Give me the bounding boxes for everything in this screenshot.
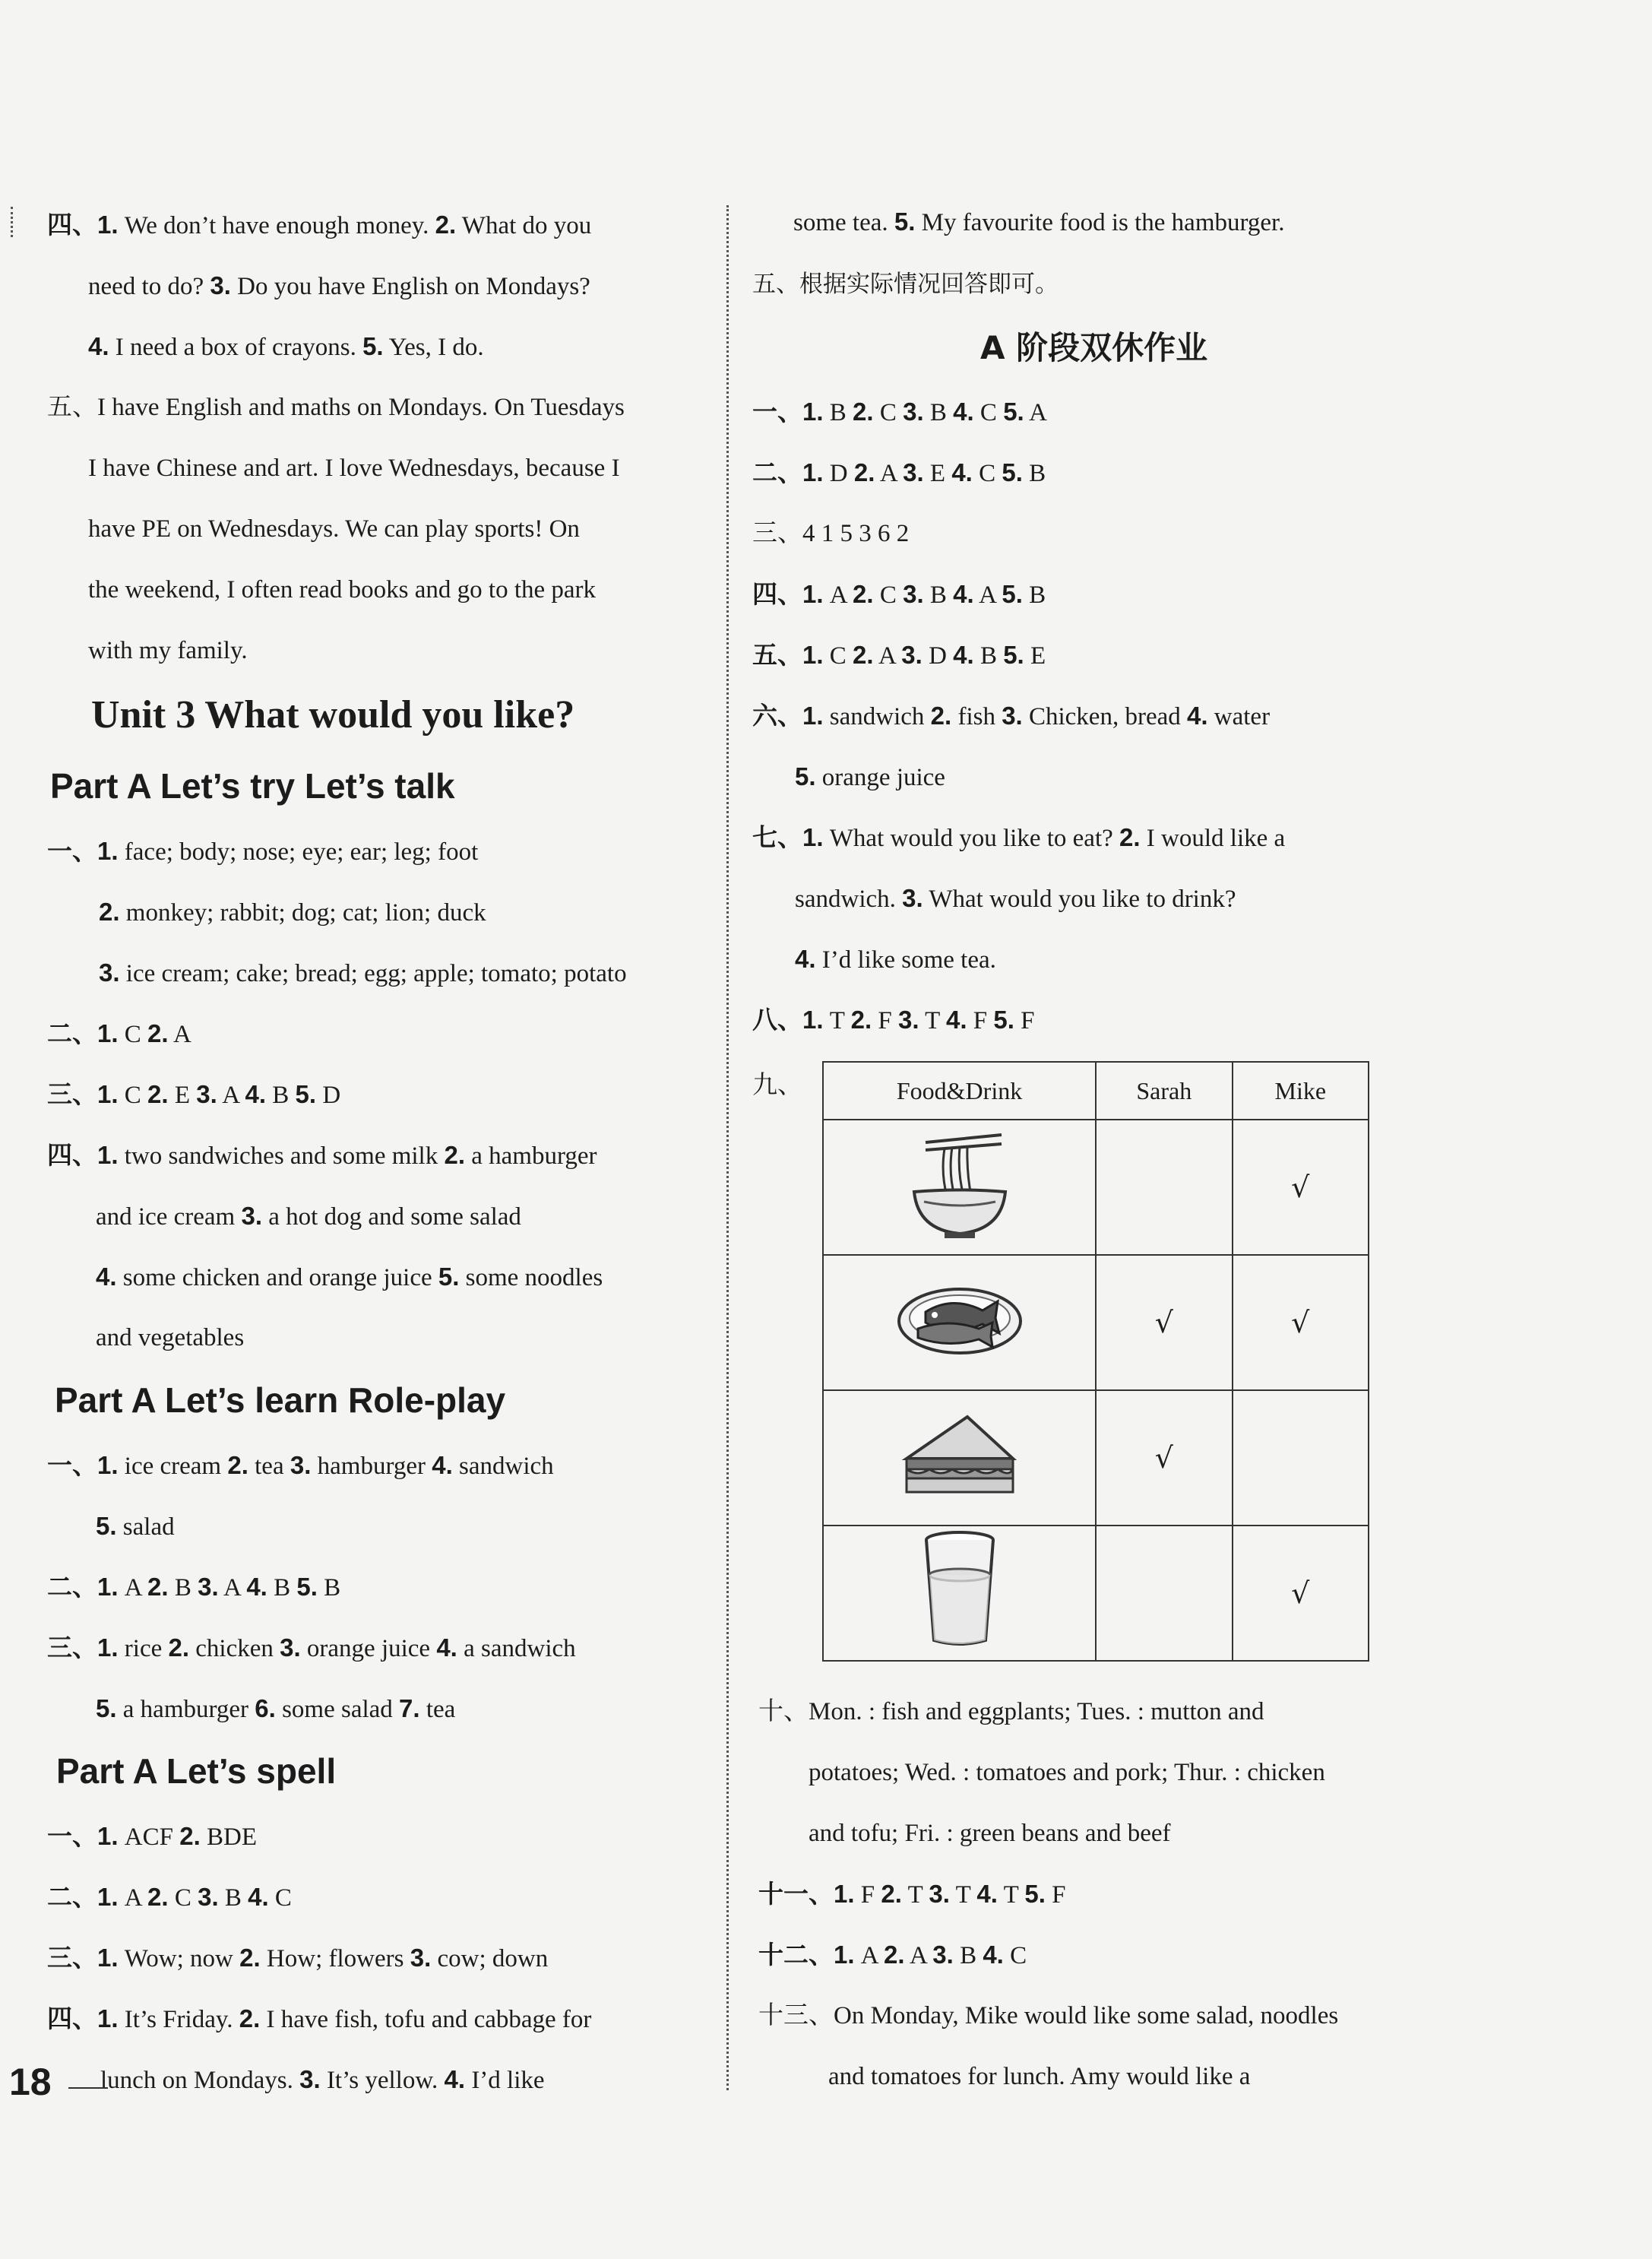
noodles-icon (823, 1120, 1096, 1255)
line: and vegetables (96, 1324, 245, 1351)
line: 5. a hamburger 6. some salad 7. tea (96, 1694, 456, 1723)
line: 一、1. ACF 2. BDE (47, 1822, 258, 1851)
line: 一、1. face; body; nose; eye; ear; leg; foot (47, 837, 479, 866)
mike-cell: √ (1233, 1255, 1369, 1390)
line: 四、1. A 2. C 3. B 4. A 5. B (752, 580, 1046, 609)
table-row (823, 1120, 1369, 1255)
line: the weekend, I often read books and go to the park (88, 576, 597, 604)
line: some tea. 5. My favourite food is the hamburger. (793, 208, 1285, 236)
fish-icon (823, 1255, 1096, 1390)
line: 一、1. ice cream 2. tea 3. hamburger 4. sandwich (47, 1451, 554, 1480)
line: 3. ice cream; cake; bread; egg; apple; tomato; potato (99, 958, 627, 987)
line: 三、1. Wow; now 2. How; flowers 3. cow; down (47, 1944, 549, 1972)
line: 五、根据实际情况回答即可。 (752, 271, 1059, 298)
line: 5. salad (96, 1512, 175, 1541)
table-row (823, 1390, 1369, 1526)
line: 十一、1. F 2. T 3. T 4. T 5. F (758, 1880, 1066, 1909)
food-drink-table (822, 1061, 1369, 1662)
column-divider (726, 205, 729, 2090)
table-row (823, 1255, 1369, 1390)
line: and tomatoes for lunch. Amy would like a (828, 2063, 1251, 2090)
line: 九、 (752, 1072, 802, 1099)
line: 五、1. C 2. A 3. D 4. B 5. E (752, 641, 1046, 670)
unit-title: Unit 3 What would you like? (91, 693, 575, 737)
line: need to do? 3. Do you have English on Mondays? (88, 271, 590, 300)
left-margin-rule (11, 207, 13, 237)
line: 2. monkey; rabbit; dog; cat; lion; duck (99, 898, 486, 927)
line: lunch on Mondays. 3. It’s yellow. 4. I’d like (100, 2065, 545, 2094)
mike-cell: √ (1233, 1120, 1369, 1255)
line: 六、1. sandwich 2. fish 3. Chicken, bread 4. water (752, 702, 1271, 730)
line: 三、1. C 2. E 3. A 4. B 5. D (47, 1080, 341, 1109)
header-mike: Mike (1233, 1062, 1369, 1120)
page-number-dash (68, 2087, 108, 2089)
line: 七、1. What would you like to eat? 2. I would like a (752, 823, 1286, 852)
line: 二、1. D 2. A 3. E 4. C 5. B (752, 458, 1046, 487)
line: sandwich. 3. What would you like to drink? (795, 884, 1236, 913)
part-title: Part A Let’s learn Role-play (55, 1380, 506, 1420)
line: I have Chinese and art. I love Wednesdays, because I (88, 455, 620, 482)
mike-cell: √ (1233, 1526, 1369, 1661)
line: potatoes; Wed. : tomatoes and pork; Thur. : chicken (809, 1759, 1325, 1786)
line: 八、1. T 2. F 3. T 4. F 5. F (752, 1006, 1035, 1034)
line: 四、1. two sandwiches and some milk 2. a hamburger (47, 1141, 597, 1170)
line: with my family. (88, 637, 248, 664)
water-glass-icon (823, 1526, 1096, 1661)
sarah-cell (1096, 1526, 1232, 1661)
line: and ice cream 3. a hot dog and some salad (96, 1202, 521, 1231)
line: 4. I’d like some tea. (795, 945, 996, 974)
mike-cell (1233, 1390, 1369, 1526)
sarah-cell (1096, 1120, 1232, 1255)
line: 十三、On Monday, Mike would like some salad, noodles (758, 2002, 1339, 2029)
line: 五、I have English and maths on Mondays. On Tuesdays (47, 394, 625, 421)
line: 二、1. A 2. B 3. A 4. B 5. B (47, 1573, 341, 1602)
line: and tofu; Fri. : green beans and beef (809, 1820, 1171, 1847)
header-sarah: Sarah (1096, 1062, 1232, 1120)
line: 四、1. We don’t have enough money. 2. What do you (47, 211, 592, 239)
part-title: Part A Let’s try Let’s talk (50, 766, 455, 806)
line: 4. I need a box of crayons. 5. Yes, I do. (88, 332, 484, 361)
sandwich-icon (823, 1390, 1096, 1526)
line: 十、Mon. : fish and eggplants; Tues. : mutton and (758, 1698, 1264, 1725)
table-header-row (823, 1062, 1369, 1120)
section-title: A 阶段双休作业 (980, 329, 1208, 366)
page-number: 18 (9, 2061, 52, 2103)
line: 5. orange juice (795, 762, 945, 791)
line: 十二、1. A 2. A 3. B 4. C (758, 1941, 1027, 1969)
line: 4. some chicken and orange juice 5. some noodles (96, 1263, 603, 1291)
sarah-cell: √ (1096, 1390, 1232, 1526)
line: 四、1. It’s Friday. 2. I have fish, tofu and cabbage for (47, 2004, 592, 2033)
line: 三、1. rice 2. chicken 3. orange juice 4. a sandwich (47, 1633, 576, 1662)
line: have PE on Wednesdays. We can play sports! On (88, 515, 580, 543)
line: 二、1. C 2. A (47, 1019, 191, 1048)
sarah-cell: √ (1096, 1255, 1232, 1390)
part-title: Part A Let’s spell (56, 1751, 337, 1791)
line: 二、1. A 2. C 3. B 4. C (47, 1883, 292, 1912)
header-food-drink: Food&Drink (823, 1062, 1096, 1120)
table-row (823, 1526, 1369, 1661)
line: 一、1. B 2. C 3. B 4. C 5. A (752, 398, 1047, 426)
line: 三、4 1 5 3 6 2 (752, 520, 910, 547)
